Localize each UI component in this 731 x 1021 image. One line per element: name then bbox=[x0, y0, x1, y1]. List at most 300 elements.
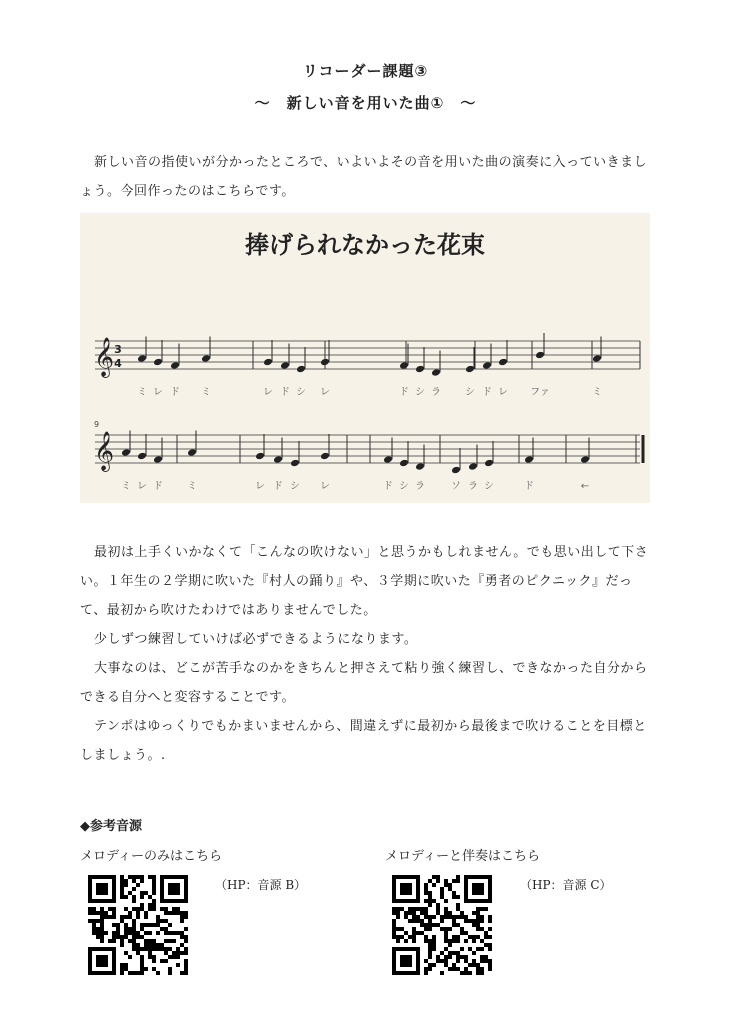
qr-module bbox=[428, 919, 432, 923]
qr-module bbox=[424, 887, 428, 891]
qr-module bbox=[408, 935, 412, 939]
qr-module bbox=[124, 927, 128, 931]
qr-module bbox=[424, 967, 428, 971]
qr-module bbox=[156, 971, 160, 975]
qr-module bbox=[452, 895, 456, 899]
solfege-label: ラ bbox=[431, 387, 441, 398]
qr-module bbox=[128, 875, 132, 879]
qr-module bbox=[140, 907, 144, 911]
measure-number: 9 bbox=[94, 420, 100, 429]
qr-module bbox=[104, 915, 108, 919]
qr-module bbox=[412, 907, 416, 911]
qr-module bbox=[88, 911, 92, 915]
solfege-label: ファ bbox=[530, 387, 550, 398]
qr-module bbox=[128, 927, 132, 931]
qr-module bbox=[444, 959, 448, 963]
qr-module bbox=[412, 927, 416, 931]
qr-module bbox=[180, 971, 184, 975]
qr-module bbox=[392, 911, 396, 915]
qr-module bbox=[100, 915, 104, 919]
qr-module bbox=[184, 971, 188, 975]
qr-module bbox=[140, 963, 144, 967]
note-head bbox=[296, 365, 306, 374]
qr-module bbox=[444, 899, 448, 903]
qr-module bbox=[168, 967, 172, 971]
qr-module bbox=[476, 935, 480, 939]
note-head bbox=[465, 365, 475, 374]
qr-module bbox=[424, 891, 428, 895]
qr-module bbox=[436, 879, 440, 883]
qr-module bbox=[136, 915, 140, 919]
qr-module bbox=[132, 943, 136, 947]
solfege-label: レ bbox=[263, 387, 273, 398]
qr-module bbox=[152, 967, 156, 971]
solfege-label: シ bbox=[296, 387, 306, 398]
qr-module bbox=[480, 967, 484, 971]
qr-module bbox=[448, 939, 452, 943]
qr-module bbox=[112, 915, 116, 919]
qr-module bbox=[96, 919, 100, 923]
qr-module bbox=[440, 959, 444, 963]
qr-module bbox=[412, 939, 416, 943]
qr-module bbox=[416, 907, 420, 911]
qr-module bbox=[100, 911, 104, 915]
qr-module bbox=[444, 927, 448, 931]
qr-module bbox=[464, 959, 468, 963]
qr-module bbox=[148, 947, 152, 951]
qr-module bbox=[452, 879, 456, 883]
qr-module bbox=[428, 927, 432, 931]
qr-module bbox=[432, 923, 436, 927]
qr-module bbox=[468, 963, 472, 967]
qr-module bbox=[92, 923, 96, 927]
qr-module bbox=[444, 911, 448, 915]
qr-module bbox=[432, 947, 436, 951]
qr-module bbox=[448, 955, 452, 959]
qr-module bbox=[132, 919, 136, 923]
score-staves bbox=[80, 213, 650, 503]
qr-module bbox=[128, 891, 132, 895]
note-head bbox=[468, 462, 478, 471]
qr-module bbox=[456, 915, 460, 919]
solfege-label: ミ bbox=[201, 387, 211, 398]
qr-module bbox=[152, 883, 156, 887]
qr-module bbox=[416, 919, 420, 923]
treble-clef-icon: 𝄞 bbox=[94, 337, 115, 377]
qr-module bbox=[444, 879, 448, 883]
qr-module bbox=[392, 931, 396, 935]
note-head bbox=[451, 466, 461, 475]
qr-module bbox=[464, 955, 468, 959]
qr-module bbox=[488, 963, 492, 967]
qr-module bbox=[488, 927, 492, 931]
qr-module bbox=[480, 971, 484, 975]
qr-module bbox=[172, 939, 176, 943]
qr-module bbox=[448, 967, 452, 971]
solfege-label: シ bbox=[290, 481, 300, 492]
solfege-label: レ bbox=[137, 481, 147, 492]
score-title: 捧げられなかった花束 bbox=[245, 230, 485, 259]
qr-module bbox=[488, 967, 492, 971]
qr-module bbox=[120, 935, 124, 939]
qr-module bbox=[124, 895, 128, 899]
note-head bbox=[187, 448, 197, 457]
note-head bbox=[498, 358, 508, 367]
qr-module bbox=[444, 915, 448, 919]
qr-module bbox=[456, 895, 460, 899]
qr-module bbox=[144, 891, 148, 895]
qr-module bbox=[480, 919, 484, 923]
qr-module bbox=[452, 891, 456, 895]
qr-module bbox=[148, 939, 152, 943]
note-head bbox=[170, 361, 180, 370]
qr-module bbox=[148, 903, 152, 907]
qr-module bbox=[152, 879, 156, 883]
qr-module bbox=[472, 963, 476, 967]
qr-module bbox=[428, 947, 432, 951]
qr-module bbox=[116, 935, 120, 939]
qr-module bbox=[444, 955, 448, 959]
qr-module bbox=[436, 903, 440, 907]
qr-module bbox=[428, 963, 432, 967]
qr-module bbox=[108, 939, 112, 943]
note-head bbox=[153, 358, 163, 367]
qr-module bbox=[88, 907, 92, 911]
qr-module bbox=[488, 919, 492, 923]
qr-module bbox=[144, 931, 148, 935]
qr-module bbox=[184, 911, 188, 915]
qr-module bbox=[144, 915, 148, 919]
qr-module bbox=[476, 907, 480, 911]
qr-module bbox=[140, 971, 144, 975]
qr-module bbox=[180, 911, 184, 915]
qr-module bbox=[428, 955, 432, 959]
qr-module bbox=[104, 911, 108, 915]
qr-module bbox=[140, 891, 144, 895]
time-signature-top: 3 bbox=[114, 343, 122, 356]
solfege-label: ド bbox=[153, 481, 163, 492]
qr-module bbox=[132, 923, 136, 927]
qr-module bbox=[432, 939, 436, 943]
qr-module bbox=[184, 935, 188, 939]
qr-module bbox=[428, 943, 432, 947]
qr-module bbox=[152, 907, 156, 911]
qr-module bbox=[104, 931, 108, 935]
qr-module bbox=[180, 951, 184, 955]
qr-module bbox=[396, 939, 400, 943]
qr-code-melody-only[interactable] bbox=[88, 875, 188, 975]
qr-module bbox=[120, 967, 124, 971]
qr-module bbox=[468, 971, 472, 975]
qr-module bbox=[156, 915, 160, 919]
qr-module bbox=[100, 907, 104, 911]
note-head bbox=[137, 354, 147, 363]
qr-module bbox=[460, 971, 464, 975]
qr-module bbox=[464, 939, 468, 943]
qr-module bbox=[416, 931, 420, 935]
qr-module bbox=[152, 891, 156, 895]
qr-module bbox=[444, 963, 448, 967]
qr-module bbox=[484, 935, 488, 939]
qr-module bbox=[132, 947, 136, 951]
qr-module bbox=[140, 947, 144, 951]
qr-module bbox=[468, 947, 472, 951]
qr-module bbox=[472, 959, 476, 963]
qr-module bbox=[460, 931, 464, 935]
note-head bbox=[255, 452, 265, 461]
qr-module bbox=[452, 963, 456, 967]
qr-module bbox=[472, 939, 476, 943]
qr-module bbox=[476, 947, 480, 951]
qr-module bbox=[100, 939, 104, 943]
qr-module bbox=[168, 971, 172, 975]
qr-module bbox=[164, 931, 168, 935]
qr-module bbox=[152, 875, 156, 879]
qr-module bbox=[132, 899, 136, 903]
qr-module bbox=[108, 915, 112, 919]
qr-module bbox=[436, 955, 440, 959]
intro-text: 新しい音の指使いが分かったところで、いよいよその音を用いた曲の演奏に入っていきましょう。今回作ったのはこちらです。 bbox=[80, 155, 648, 199]
qr-module bbox=[452, 919, 456, 923]
qr-module bbox=[124, 967, 128, 971]
qr-module bbox=[136, 971, 140, 975]
qr-module bbox=[172, 955, 176, 959]
qr-module bbox=[144, 943, 148, 947]
qr-module bbox=[456, 875, 460, 879]
qr-module bbox=[120, 891, 124, 895]
qr-module bbox=[464, 931, 468, 935]
qr-module bbox=[476, 911, 480, 915]
qr-module bbox=[464, 971, 468, 975]
qr-module bbox=[160, 907, 164, 911]
solfege-label: ド bbox=[273, 481, 283, 492]
qr-module bbox=[432, 963, 436, 967]
qr-module bbox=[424, 911, 428, 915]
qr-module bbox=[436, 959, 440, 963]
qr-finder-inner bbox=[96, 883, 108, 895]
reference-heading: ◆参考音源 bbox=[80, 819, 142, 834]
qr-module bbox=[100, 923, 104, 927]
note-head bbox=[280, 361, 290, 370]
qr-module bbox=[468, 919, 472, 923]
qr-module bbox=[404, 915, 408, 919]
qr-module bbox=[420, 923, 424, 927]
qr-module bbox=[148, 931, 152, 935]
qr-module bbox=[452, 939, 456, 943]
qr-module bbox=[160, 943, 164, 947]
qr-module bbox=[120, 895, 124, 899]
qr-module bbox=[168, 923, 172, 927]
qr-module bbox=[164, 951, 168, 955]
note-head bbox=[263, 358, 273, 367]
qr-module bbox=[164, 939, 168, 943]
body-paragraph-4: テンポはゆっくりでもかまいませんから、間違えずに最初から最後まで吹けることを目標としましょう。. bbox=[80, 719, 647, 763]
note-head bbox=[273, 455, 283, 464]
note-head bbox=[535, 351, 545, 360]
qr-module bbox=[120, 919, 124, 923]
solfege-label: ド bbox=[524, 481, 534, 492]
solfege-label: レ bbox=[320, 387, 330, 398]
qr-module bbox=[396, 915, 400, 919]
qr-module bbox=[420, 919, 424, 923]
qr-module bbox=[116, 927, 120, 931]
qr-module bbox=[488, 915, 492, 919]
qr-module bbox=[120, 879, 124, 883]
qr-module bbox=[424, 923, 428, 927]
hp-source-b: （HP：音源 B） bbox=[215, 878, 307, 892]
qr-module bbox=[472, 951, 476, 955]
qr-module bbox=[92, 907, 96, 911]
body-paragraph-1: 最初は上手くいかなくて「こんなの吹けない」と思うかもしれません。でも思い出して下さい。１年生の２学期に吹いた『村人の踊り』や、３学期に吹いた『勇者のピクニック』だって、最初から吹けたわけではありませんでした。 bbox=[80, 545, 649, 618]
qr-module bbox=[136, 935, 140, 939]
qr-module bbox=[448, 883, 452, 887]
qr-module bbox=[464, 915, 468, 919]
qr-module bbox=[400, 907, 404, 911]
qr-module bbox=[472, 919, 476, 923]
solfege-label: ラ bbox=[468, 481, 478, 492]
qr-finder-inner bbox=[400, 955, 412, 967]
qr-module bbox=[172, 907, 176, 911]
qr-module bbox=[144, 911, 148, 915]
qr-module bbox=[140, 895, 144, 899]
qr-finder-inner bbox=[168, 883, 180, 895]
qr-module bbox=[116, 931, 120, 935]
solfege-label: ド bbox=[482, 387, 492, 398]
qr-module bbox=[456, 907, 460, 911]
qr-module bbox=[412, 931, 416, 935]
note-head bbox=[415, 462, 425, 471]
note-head bbox=[484, 459, 494, 468]
qr-module bbox=[136, 875, 140, 879]
qr-module bbox=[424, 907, 428, 911]
qr-module bbox=[428, 879, 432, 883]
qr-module bbox=[448, 943, 452, 947]
qr-module bbox=[424, 939, 428, 943]
qr-module bbox=[440, 919, 444, 923]
qr-module bbox=[404, 931, 408, 935]
qr-module bbox=[440, 927, 444, 931]
qr-module bbox=[88, 919, 92, 923]
qr-module bbox=[420, 931, 424, 935]
qr-module bbox=[444, 935, 448, 939]
qr-module bbox=[136, 883, 140, 887]
note-head bbox=[580, 455, 590, 464]
qr-module bbox=[456, 935, 460, 939]
qr-module bbox=[184, 963, 188, 967]
melody-accompaniment-label: メロディーと伴奏はこちら bbox=[385, 849, 540, 864]
qr-module bbox=[484, 907, 488, 911]
solfege-label: ド bbox=[383, 481, 393, 492]
qr-module bbox=[144, 967, 148, 971]
qr-module bbox=[424, 935, 428, 939]
qr-module bbox=[152, 903, 156, 907]
qr-module bbox=[176, 907, 180, 911]
qr-module bbox=[168, 947, 172, 951]
qr-module bbox=[132, 971, 136, 975]
qr-module bbox=[132, 927, 136, 931]
qr-module bbox=[488, 947, 492, 951]
qr-module bbox=[396, 935, 400, 939]
qr-module bbox=[488, 943, 492, 947]
qr-module bbox=[480, 927, 484, 931]
qr-module bbox=[92, 919, 96, 923]
note-head bbox=[431, 368, 441, 377]
qr-module bbox=[112, 911, 116, 915]
qr-module bbox=[472, 911, 476, 915]
qr-code-melody-accompaniment[interactable] bbox=[392, 875, 492, 975]
note-head bbox=[399, 459, 409, 468]
qr-module bbox=[464, 919, 468, 923]
qr-module bbox=[120, 971, 124, 975]
qr-module bbox=[460, 915, 464, 919]
intro-paragraph bbox=[80, 148, 656, 206]
body-text bbox=[80, 538, 656, 770]
qr-module bbox=[168, 955, 172, 959]
qr-module bbox=[440, 971, 444, 975]
qr-module bbox=[168, 931, 172, 935]
qr-module bbox=[476, 923, 480, 927]
qr-module bbox=[136, 907, 140, 911]
qr-module bbox=[156, 931, 160, 935]
qr-module bbox=[100, 931, 104, 935]
qr-module bbox=[112, 907, 116, 911]
qr-module bbox=[184, 947, 188, 951]
qr-module bbox=[124, 879, 128, 883]
qr-module bbox=[184, 927, 188, 931]
qr-module bbox=[476, 915, 480, 919]
qr-module bbox=[440, 891, 444, 895]
qr-module bbox=[424, 927, 428, 931]
qr-module bbox=[440, 895, 444, 899]
note-head bbox=[320, 452, 330, 461]
qr-module bbox=[184, 939, 188, 943]
qr-module bbox=[152, 887, 156, 891]
qr-module bbox=[408, 911, 412, 915]
qr-module bbox=[448, 951, 452, 955]
solfege-label: レ bbox=[153, 387, 163, 398]
qr-module bbox=[456, 959, 460, 963]
note-head bbox=[121, 448, 131, 457]
qr-module bbox=[156, 947, 160, 951]
qr-module bbox=[140, 903, 144, 907]
qr-module bbox=[184, 959, 188, 963]
qr-module bbox=[140, 959, 144, 963]
qr-module bbox=[160, 959, 164, 963]
qr-module bbox=[96, 931, 100, 935]
qr-module bbox=[428, 903, 432, 907]
qr-module bbox=[124, 907, 128, 911]
qr-module bbox=[428, 891, 432, 895]
note-head bbox=[524, 455, 534, 464]
qr-module bbox=[396, 907, 400, 911]
qr-module bbox=[172, 951, 176, 955]
note-head bbox=[137, 452, 147, 461]
qr-module bbox=[152, 959, 156, 963]
note-head bbox=[482, 361, 492, 370]
qr-module bbox=[452, 935, 456, 939]
note-head bbox=[201, 354, 211, 363]
solfege-label: ド bbox=[280, 387, 290, 398]
qr-module bbox=[444, 931, 448, 935]
qr-module bbox=[136, 911, 140, 915]
qr-module bbox=[480, 907, 484, 911]
body-paragraph-2: 少しずつ練習していけば必ずできるようになります。 bbox=[94, 632, 418, 647]
qr-module bbox=[448, 911, 452, 915]
qr-module bbox=[128, 971, 132, 975]
qr-module bbox=[124, 931, 128, 935]
qr-module bbox=[448, 927, 452, 931]
solfege-label: ド bbox=[399, 387, 409, 398]
